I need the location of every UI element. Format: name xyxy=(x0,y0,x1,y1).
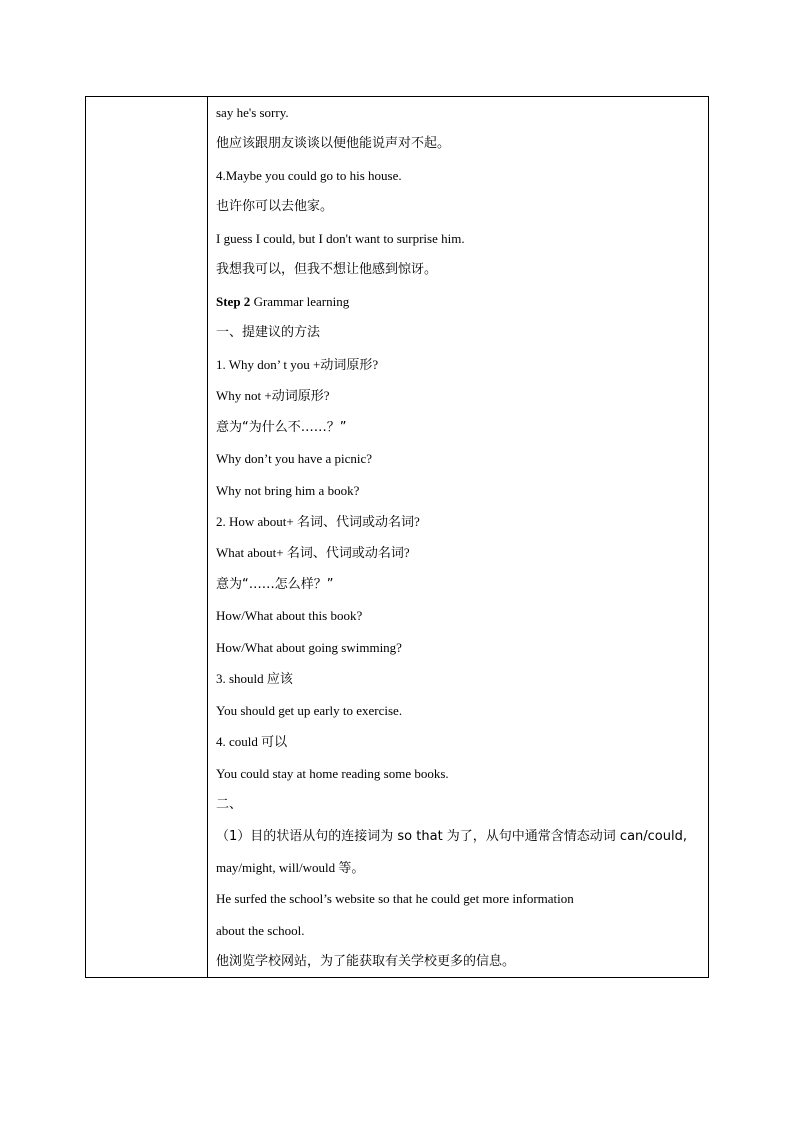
step-heading xyxy=(216,293,349,311)
text-line: What about+ 名词、代词或动名词? xyxy=(216,545,410,560)
section-heading: 二、 xyxy=(216,797,243,812)
text-line: say he's sorry. xyxy=(216,105,289,120)
text-line: How/What about going swimming? xyxy=(216,640,402,655)
text-line: about the school. xyxy=(216,923,305,938)
text-line: Why not bring him a book? xyxy=(216,483,360,498)
step-title: Grammar learning xyxy=(253,294,350,309)
lesson-table xyxy=(85,96,709,978)
text-line: （1）目的状语从句的连接词为 so that 为了，从句中通常含情态动词 can/could, xyxy=(216,829,687,844)
table-content-cell xyxy=(208,97,708,977)
text-line: 他应该跟朋友谈谈以便他能说声对不起。 xyxy=(216,136,451,151)
text-line: 我想我可以，但我不想让他感到惊讶。 xyxy=(216,262,438,277)
step-number: Step 2 xyxy=(216,294,251,309)
text-line: 他浏览学校网站，为了能获取有关学校更多的信息。 xyxy=(216,954,516,969)
text-line: You could stay at home reading some books. xyxy=(216,766,449,781)
text-line: 意为“……怎么样？” xyxy=(216,577,334,592)
text-line: Why don’t you have a picnic? xyxy=(216,451,373,466)
text-line: 2. How about+ 名词、代词或动名词? xyxy=(216,514,420,529)
text-line: 4.Maybe you could go to his house. xyxy=(216,168,402,183)
text-line: 1. Why don’ t you +动词原形? xyxy=(216,357,379,372)
text-line: 也许你可以去他家。 xyxy=(216,199,334,214)
text-line: He surfed the school’s website so that he could get more information xyxy=(216,891,574,906)
text-line: 4. could 可以 xyxy=(216,734,288,749)
text-line: may/might, will/would 等。 xyxy=(216,860,365,875)
section-heading: 一、提建议的方法 xyxy=(216,325,321,340)
text-line: 意为“为什么不……？” xyxy=(216,420,347,435)
text-line: Why not +动词原形? xyxy=(216,388,330,403)
table-left-cell xyxy=(86,97,208,977)
text-line: You should get up early to exercise. xyxy=(216,703,403,718)
text-line: How/What about this book? xyxy=(216,608,363,623)
text-line: 3. should 应该 xyxy=(216,671,293,686)
text-line: I guess I could, but I don't want to surprise him. xyxy=(216,231,465,246)
